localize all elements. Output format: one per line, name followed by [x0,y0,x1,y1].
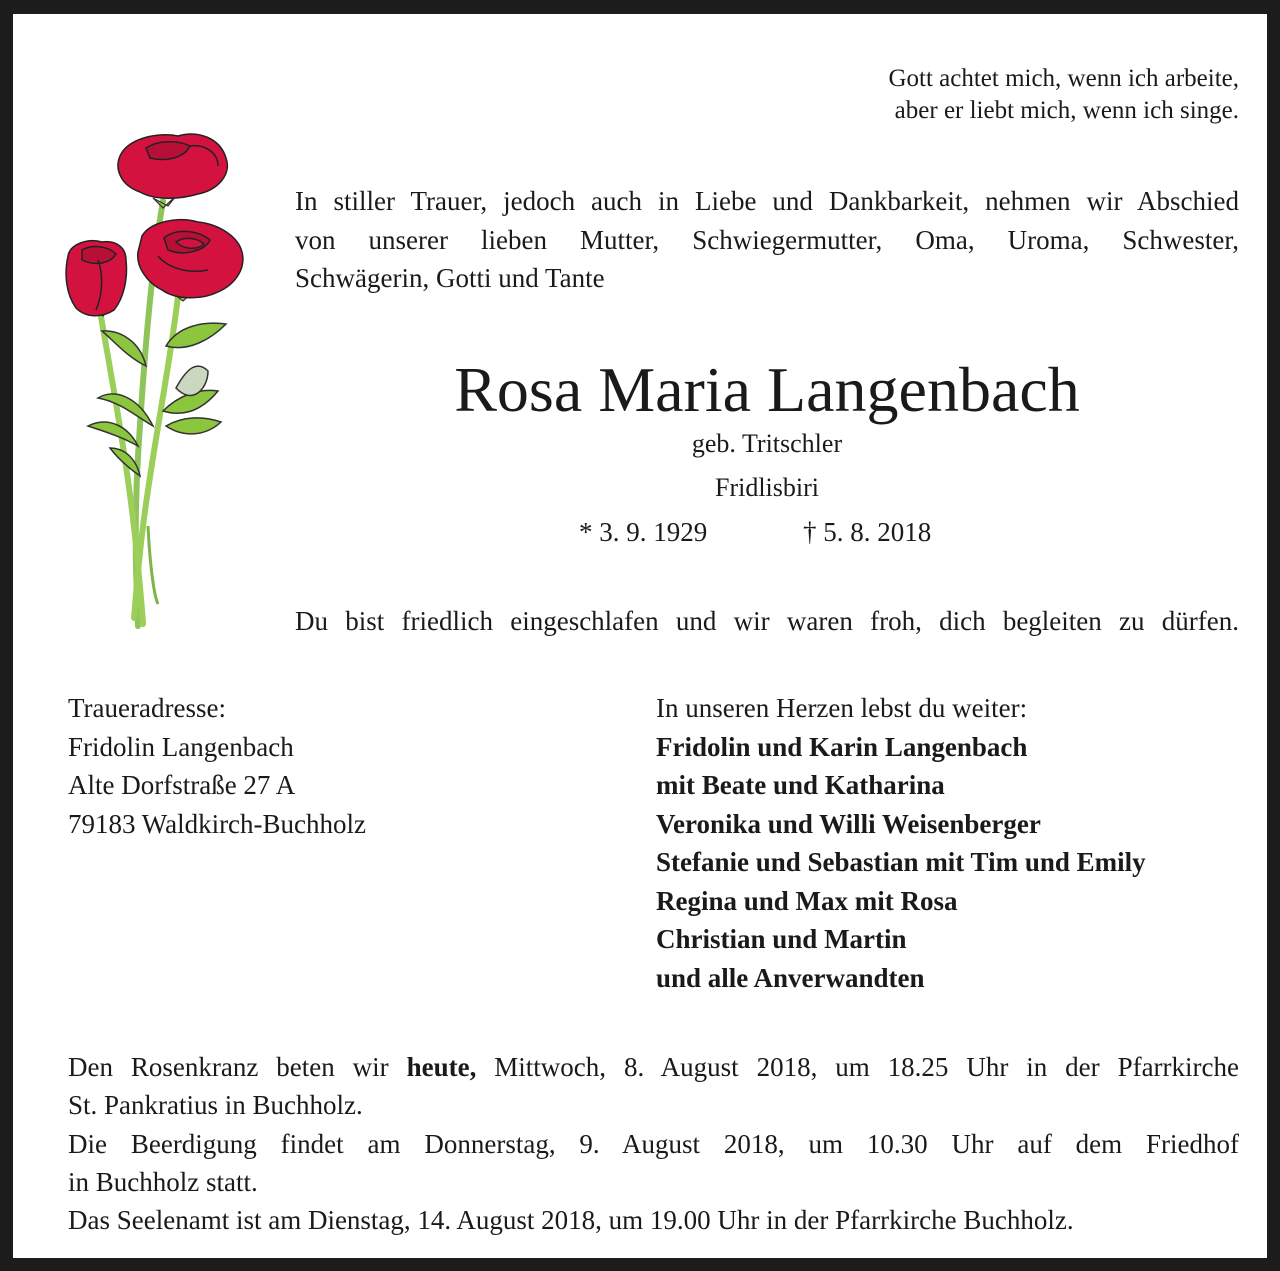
mourner-line: Fridolin und Karin Langenbach [656,731,1028,762]
mourner-line: Regina und Max mit Rosa [656,885,958,916]
farewell-line: Du bist friedlich eingeschlafen und wir waren froh, dich begleiten zu dürfen. [295,606,1239,636]
rosary-line-2: St. Pankratius in Buchholz. [68,1090,363,1121]
mourners-list [656,689,1146,997]
death-date: † 5. 8. 2018 [803,517,932,547]
mourner-line: Veronika und Willi Weisenberger [656,808,1041,839]
roses-illustration [58,126,253,636]
mourner-line: Christian und Martin [656,924,907,954]
address-city: 79183 Waldkirch-Buchholz [68,808,367,839]
birth-name: geb. Tritschler [691,429,843,458]
address-name: Fridolin Langenbach [68,731,294,762]
address-street: Alte Dorfstraße 27 A [68,770,296,800]
motto-quote [773,63,1239,127]
rose-top [118,134,227,198]
intro-paragraph [295,182,1239,298]
rosary-text-b: Mittwoch, 8. August 2018, um 18.25 Uhr in der Pfarrkirche [476,1052,1240,1082]
service-notes [68,1048,1239,1239]
funeral-line-1: Die Beerdigung findet am Donnerstag, 9. August 2018, um 10.30 Uhr auf dem Friedhof [68,1128,1239,1159]
birth-date: * 3. 9. 1929 [579,517,708,547]
rosary-today: heute, [406,1052,477,1082]
mourners-heading: In unseren Herzen lebst du weiter: [656,693,1028,723]
mourner-line: und alle Anverwandten [656,962,925,993]
motto-line-1: Gott achtet mich, wenn ich arbeite, [888,65,1239,92]
rose-left [66,241,126,316]
mourner-line: mit Beate und Katharina [656,770,945,800]
mourner-line: Stefanie und Sebastian mit Tim und Emily [656,847,1146,877]
intro-line-3: Schwägerin, Gotti und Tante [295,263,605,293]
rosary-text-a: Den Rosenkranz beten wir [68,1052,407,1082]
home-place: Fridlisbiri [714,473,819,502]
requiem-line: Das Seelenamt ist am Dienstag, 14. August 2018, um 19.00 Uhr in der Pfarrkirche Buchholz. [68,1205,1074,1236]
deceased-name: Rosa Maria Langenbach [454,354,1080,425]
rosary-line-1 [68,1048,1239,1086]
address-label: Traueradresse: [68,693,226,723]
leaf-5 [88,422,138,446]
mourning-address [68,689,366,843]
intro-line-2: von unserer lieben Mutter, Schwiegermutter, Oma, Uroma, Schwester, [295,224,1239,255]
motto-line-2: aber er liebt mich, wenn ich singe. [894,97,1239,124]
intro-line-1: In stiller Trauer, jedoch auch in Liebe und Dankbarkeit, nehmen wir Abschied [295,186,1239,216]
funeral-line-2: in Buchholz statt. [68,1166,258,1197]
leaf-6 [166,418,221,434]
